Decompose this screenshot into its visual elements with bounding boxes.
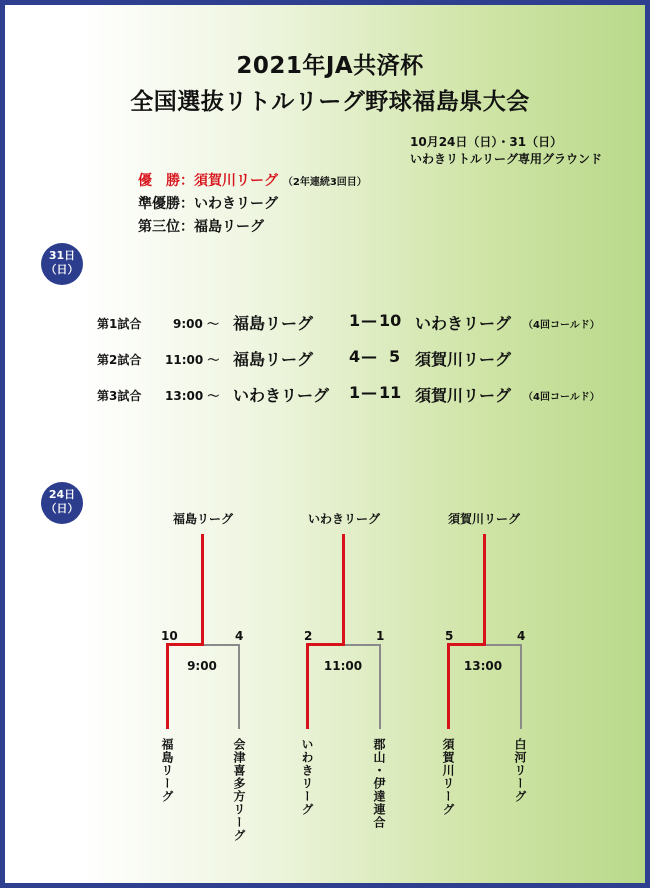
- bracket-time: 13:00: [463, 659, 503, 673]
- result-third-label: 第三位：福島リーグ: [138, 219, 264, 235]
- game-time: 9:00 〜: [173, 317, 220, 331]
- game-time: 13:00 〜: [165, 389, 220, 403]
- bracket-winner-line: [342, 534, 345, 646]
- bracket-time: 9:00: [187, 659, 217, 673]
- bracket-right-v: [238, 644, 240, 729]
- result-champion: [138, 170, 367, 190]
- day31-badge: [41, 243, 83, 285]
- bracket-winner: 福島リーグ: [172, 512, 233, 526]
- bracket-right-score: 4: [517, 629, 526, 643]
- game-note: （4回コールド）: [523, 320, 600, 331]
- bracket-left-h: [306, 643, 345, 646]
- bracket-right-team: 郡山・伊達連合: [372, 738, 386, 829]
- game-number: 第2試合: [97, 353, 142, 367]
- game-dash: —: [361, 311, 377, 330]
- game-note: （4回コールド）: [523, 392, 600, 403]
- game-team-1: 福島リーグ: [233, 350, 314, 369]
- day24-badge: [41, 482, 83, 524]
- bracket-right-team: 会津喜多方リーグ: [232, 738, 246, 842]
- result-champion-label: 優 勝：須賀川リーグ: [138, 173, 278, 189]
- title-line-1: 2021年JA共済杯: [236, 53, 424, 79]
- bracket-right-v: [520, 644, 522, 729]
- bracket-winner-line: [201, 534, 204, 646]
- game-score-1: 1: [349, 311, 361, 330]
- bracket-left-score: 5: [445, 629, 454, 643]
- bracket-left-team: いわきリーグ: [300, 738, 314, 816]
- event-venue: いわきリトルリーグ専用グラウンド: [410, 152, 603, 166]
- day31-badge-date: 31日: [48, 249, 76, 262]
- bracket-right-score: 1: [376, 629, 385, 643]
- game-team-2: 須賀川リーグ: [415, 386, 512, 405]
- bracket-left-score: 10: [161, 629, 178, 643]
- bracket-left-score: 2: [304, 629, 313, 643]
- game-team-2: 須賀川リーグ: [415, 350, 512, 369]
- bracket-right-h: [345, 644, 381, 646]
- bracket-left-h: [447, 643, 486, 646]
- bracket-left-v: [447, 643, 450, 729]
- game-score-2: 5: [389, 347, 401, 366]
- result-runner-up: [138, 193, 278, 213]
- bracket-winner-line: [483, 534, 486, 646]
- game-dash: —: [361, 347, 377, 366]
- bracket-winner: いわきリーグ: [307, 512, 380, 526]
- game-team-1: いわきリーグ: [233, 386, 330, 405]
- game-score-2: 10: [379, 311, 402, 330]
- game-score-1: 4: [349, 347, 361, 366]
- game-time: 11:00 〜: [165, 353, 220, 367]
- day31-badge-weekday: （日）: [45, 263, 79, 276]
- bracket-right-h: [486, 644, 522, 646]
- bracket-right-team: 白河リーグ: [513, 738, 527, 803]
- day24-badge-weekday: （日）: [45, 502, 79, 515]
- bracket-left-v: [166, 643, 169, 729]
- game-score-2: 11: [379, 383, 402, 402]
- event-dates: 10月24日（日）・31（日）: [410, 135, 563, 149]
- bracket-right-h: [204, 644, 240, 646]
- game-number: 第1試合: [97, 317, 142, 331]
- bracket-time: 11:00: [323, 659, 363, 673]
- bracket-left-h: [166, 643, 204, 646]
- game-dash: —: [361, 383, 377, 402]
- bracket-right-v: [379, 644, 381, 729]
- bracket-left-team: 福島リーグ: [160, 738, 174, 803]
- bracket-right-score: 4: [235, 629, 244, 643]
- result-third: [138, 216, 264, 236]
- game-team-1: 福島リーグ: [233, 314, 314, 333]
- result-champion-note: （2年連続3回目）: [282, 177, 367, 188]
- game-number: 第3試合: [97, 389, 142, 403]
- bracket-left-team: 須賀川リーグ: [441, 738, 455, 816]
- title-line-2: 全国選抜リトルリーグ野球福島県大会: [130, 89, 530, 115]
- bracket-left-v: [306, 643, 309, 729]
- result-runner-up-label: 準優勝：いわきリーグ: [138, 196, 278, 212]
- game-team-2: いわきリーグ: [415, 314, 512, 333]
- day24-badge-date: 24日: [48, 488, 76, 501]
- bracket-winner: 須賀川リーグ: [447, 512, 520, 526]
- game-score-1: 1: [349, 383, 361, 402]
